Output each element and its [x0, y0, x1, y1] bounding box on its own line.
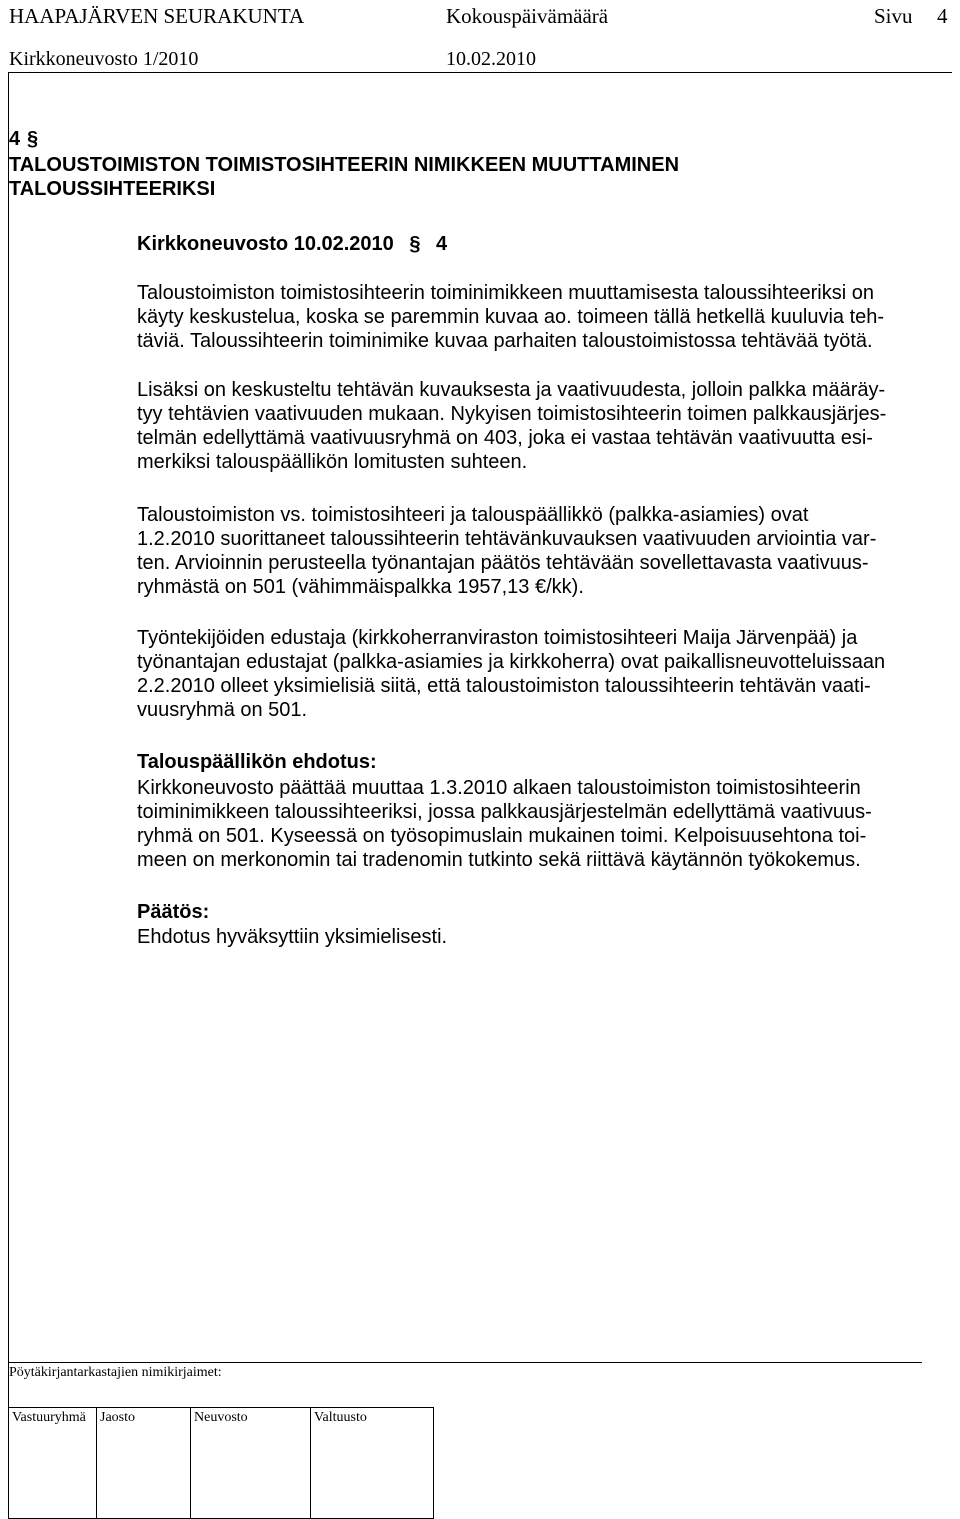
- signature-cell: Vastuuryhmä: [9, 1408, 97, 1518]
- paragraph-2: [137, 378, 886, 474]
- paragraph-line: käyty keskustelua, koska se paremmin kuvaa ao. toimeen tällä hetkellä kuuluvia teh-: [137, 306, 885, 328]
- paragraph-line: tyy tehtävien vaativuuden mukaan. Nykyisen toimistosihteerin toimen palkkausjärjes-: [137, 403, 887, 425]
- decision-heading: Päätös:: [137, 901, 210, 923]
- meeting-reference-text: Kirkkoneuvosto 10.02.2010: [137, 233, 394, 255]
- signature-cell: Valtuusto: [314, 1410, 367, 1425]
- paragraph-1: [137, 281, 884, 353]
- meeting-reference-number: 4: [436, 233, 448, 255]
- section-number: 4: [9, 128, 21, 150]
- paragraph-line: täviä. Taloussihteerin toiminimike kuvaa parhaiten taloustoimistossa tehtävää työtä.: [137, 330, 873, 352]
- date-label: Kokouspäivämäärä: [446, 4, 609, 28]
- signatures-label: Pöytäkirjantarkastajien nimikirjaimet:: [9, 1365, 222, 1380]
- page-number: 4: [937, 4, 948, 28]
- organization-name: HAAPAJÄRVEN SEURAKUNTA: [9, 4, 305, 28]
- paragraph-3: [137, 503, 876, 599]
- section-title-line2: TALOUSSIHTEERIKSI: [9, 178, 216, 200]
- proposal-heading: Talouspäällikön ehdotus:: [137, 751, 377, 773]
- signature-cell: Jaosto: [97, 1408, 191, 1518]
- signature-cells: [8, 1407, 434, 1519]
- proposal-text: [137, 776, 872, 872]
- signature-cell: Neuvosto: [191, 1408, 311, 1518]
- paragraph-line: ten. Arvioinnin perusteella työnantajan päätös tehtävään sovellettavasta vaativuus-: [137, 552, 869, 574]
- paragraph-line: Kirkkoneuvosto päättää muuttaa 1.3.2010 alkaen taloustoimiston toimistosihteerin: [137, 777, 861, 799]
- paragraph-line: Taloustoimiston toimistosihteerin toiminimikkeen muuttamisesta taloussihteeriksi on: [137, 282, 874, 304]
- section-mark: §: [27, 128, 39, 150]
- paragraph-4: [137, 626, 885, 722]
- paragraph-line: meen on merkonomin tai tradenomin tutkinto sekä riittävä käytännön työkokemus.: [137, 849, 861, 871]
- paragraph-line: Lisäksi on keskusteltu tehtävän kuvauksesta ja vaativuudesta, jolloin palkka määräy-: [137, 379, 886, 401]
- meeting-reference: [137, 232, 447, 256]
- header-rule: [8, 72, 952, 73]
- meeting-name: Kirkkoneuvosto 1/2010: [9, 48, 199, 70]
- paragraph-line: Taloustoimiston vs. toimistosihteeri ja talouspäällikkö (palkka-asiamies) ovat: [137, 504, 809, 526]
- section-title-line1: TALOUSTOIMISTON TOIMISTOSIHTEERIN NIMIKKEEN MUUTTAMINEN: [9, 154, 680, 176]
- page-label: Sivu: [874, 4, 913, 28]
- meeting-reference-mark: §: [409, 233, 421, 255]
- meeting-date: 10.02.2010: [446, 48, 536, 70]
- paragraph-line: vuusryhmä on 501.: [137, 699, 308, 721]
- paragraph-line: ryhmä on 501. Kyseessä on työsopimuslain mukainen toimi. Kelpoisuusehtona toi-: [137, 825, 867, 847]
- paragraph-line: ryhmästä on 501 (vähimmäispalkka 1957,13 €/kk).: [137, 576, 584, 598]
- footer-rule: [8, 1362, 922, 1363]
- paragraph-line: toiminimikkeen taloussihteeriksi, jossa palkkausjärjestelmän edellyttämä vaativuus-: [137, 801, 872, 823]
- paragraph-line: työnantajan edustajat (palkka-asiamies ja kirkkoherra) ovat paikallisneuvotteluissaan: [137, 651, 886, 673]
- decision-text: Ehdotus hyväksyttiin yksimielisesti.: [137, 926, 448, 948]
- paragraph-line: merkiksi talouspäällikön lomitusten suhteen.: [137, 451, 528, 473]
- left-margin-rule: [8, 72, 9, 1407]
- paragraph-line: Työntekijöiden edustaja (kirkkoherranviraston toimistosihteeri Maija Järvenpää) ja: [137, 627, 858, 649]
- paragraph-line: 1.2.2010 suorittaneet taloussihteerin tehtävänkuvauksen vaativuuden arviointia var-: [137, 528, 877, 550]
- paragraph-line: telmän edellyttämä vaativuusryhmä on 403, joka ei vastaa tehtävän vaativuutta esi-: [137, 427, 873, 449]
- paragraph-line: 2.2.2010 olleet yksimielisiä siitä, että taloustoimiston taloussihteerin tehtävän vaati-: [137, 675, 871, 697]
